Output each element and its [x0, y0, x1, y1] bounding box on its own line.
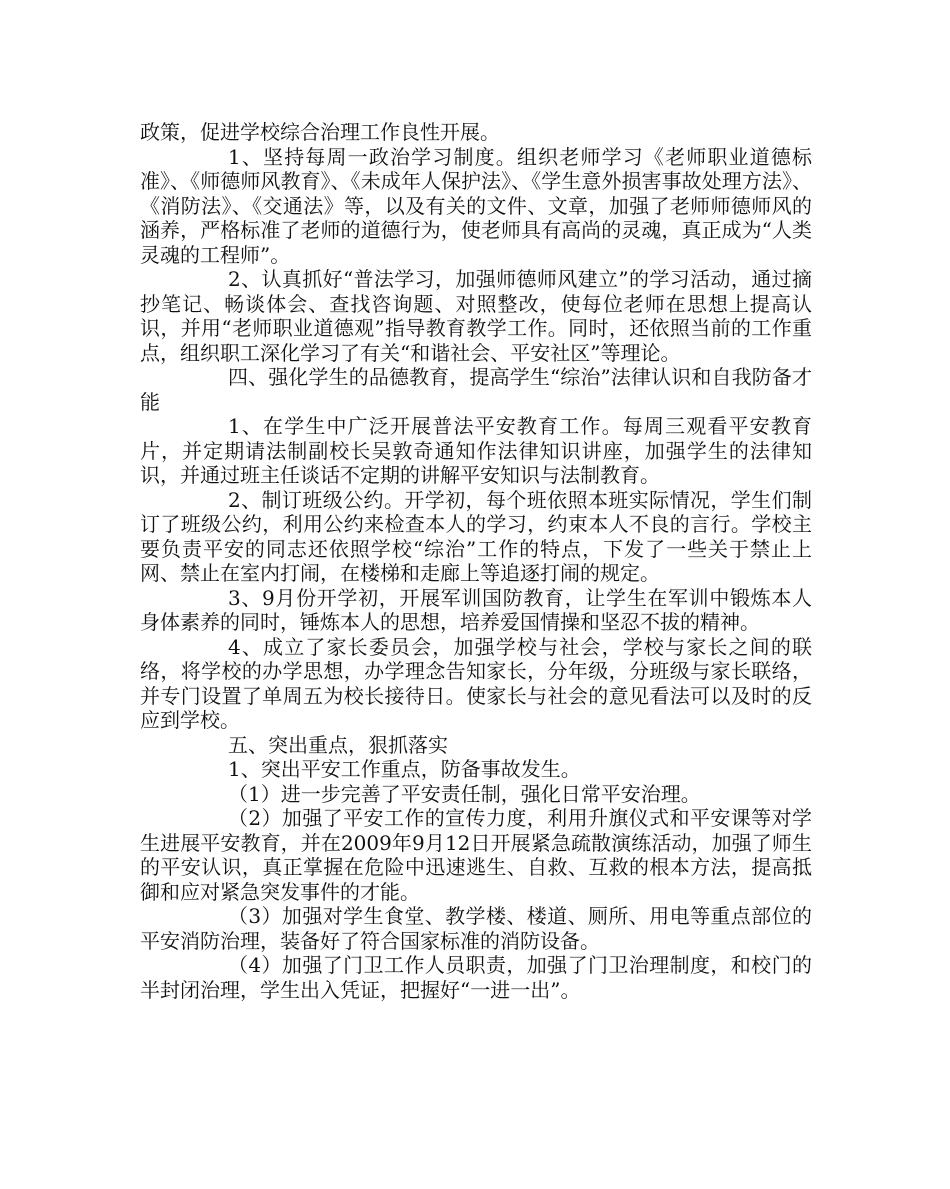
paragraph-law-study: 2、认真抓好“普法学习，加强师德师风建立”的学习活动，通过摘抄笔记、畅谈体会、查找咨询题、对照整改，使每位老师在思想上提高认识，并用“老师职业道德观”指导教育教学工作。同时，还依照当前的工作重点，组织职工深化学习了有关“和谐社会、平安社区”等理论。	[140, 267, 812, 365]
paragraph-item-4: （4）加强了门卫工作人员职责，加强了门卫治理制度，和校门的半封闭治理，学生出入凭证，把握好“一进一出”。	[140, 953, 812, 1002]
section-heading-5: 五、突出重点，狠抓落实	[228, 732, 448, 757]
document-page	[140, 120, 812, 1002]
paragraph-item-2: （2）加强了平安工作的宣传力度，利用升旗仪式和平安课等对学生进展平安教育，并在2009年9月12日开展紧急疏散演练活动，加强了师生的平安认识，真正掌握在危险中迅速逃生、自救、互救的根本方法，提高抵御和应对紧急突发事件的才能。	[140, 806, 812, 904]
paragraph-item-3: （3）加强对学生食堂、教学楼、楼道、厕所、用电等重点部位的平安消防治理，装备好了符合国家标准的消防设备。	[140, 904, 812, 953]
paragraph-item-1: （1）进一步完善了平安责任制，强化日常平安治理。	[228, 781, 701, 806]
paragraph-class-rules: 2、制订班级公约。开学初，每个班依照本班实际情况，学生们制订了班级公约，利用公约来检查本人的学习，约束本人不良的言行。学校主要负责平安的同志还依照学校“综治”工作的特点，下发了一些关于禁止上网、禁止在室内打闹，在楼梯和走廊上等追逐打闹的规定。	[140, 487, 812, 585]
paragraph-political-study: 1、坚持每周一政治学习制度。组织老师学习《老师职业道德标准》、《师德师风教育》、《未成年人保护法》、《学生意外损害事故处理方法》、《消防法》、《交通法》等，以及有关的文件、文章，加强了老师师德师风的涵养，严格标准了老师的道德行为，使老师具有高尚的灵魂，真正成为“人类灵魂的工程师”。	[140, 144, 812, 267]
paragraph-safety-focus: 1、突出平安工作重点，防备事故发生。	[228, 757, 581, 781]
paragraph-policy-continuation: 政策，促进学校综合治理工作良性开展。	[140, 120, 500, 144]
paragraph-parent-committee: 4、成立了家长委员会，加强学校与社会，学校与家长之间的联络，将学校的办学思想，办学理念告知家长，分年级，分班级与家长联络，并专门设置了单周五为校长接待日。使家长与社会的意见看法可以及时的反应到学校。	[140, 634, 812, 732]
paragraph-military-training: 3、9月份开学初，开展军训国防教育，让学生在军训中锻炼本人身体素养的同时，锤炼本人的思想，培养爱国情操和坚忍不拔的精神。	[140, 585, 812, 634]
section-heading-4: 四、强化学生的品德教育，提高学生“综治”法律认识和自我防备才能	[140, 365, 812, 414]
paragraph-safety-education: 1、在学生中广泛开展普法平安教育工作。每周三观看平安教育片，并定期请法制副校长吴敦奇通知作法律知识讲座，加强学生的法律知识，并通过班主任谈话不定期的讲解平安知识与法制教育。	[140, 414, 812, 487]
